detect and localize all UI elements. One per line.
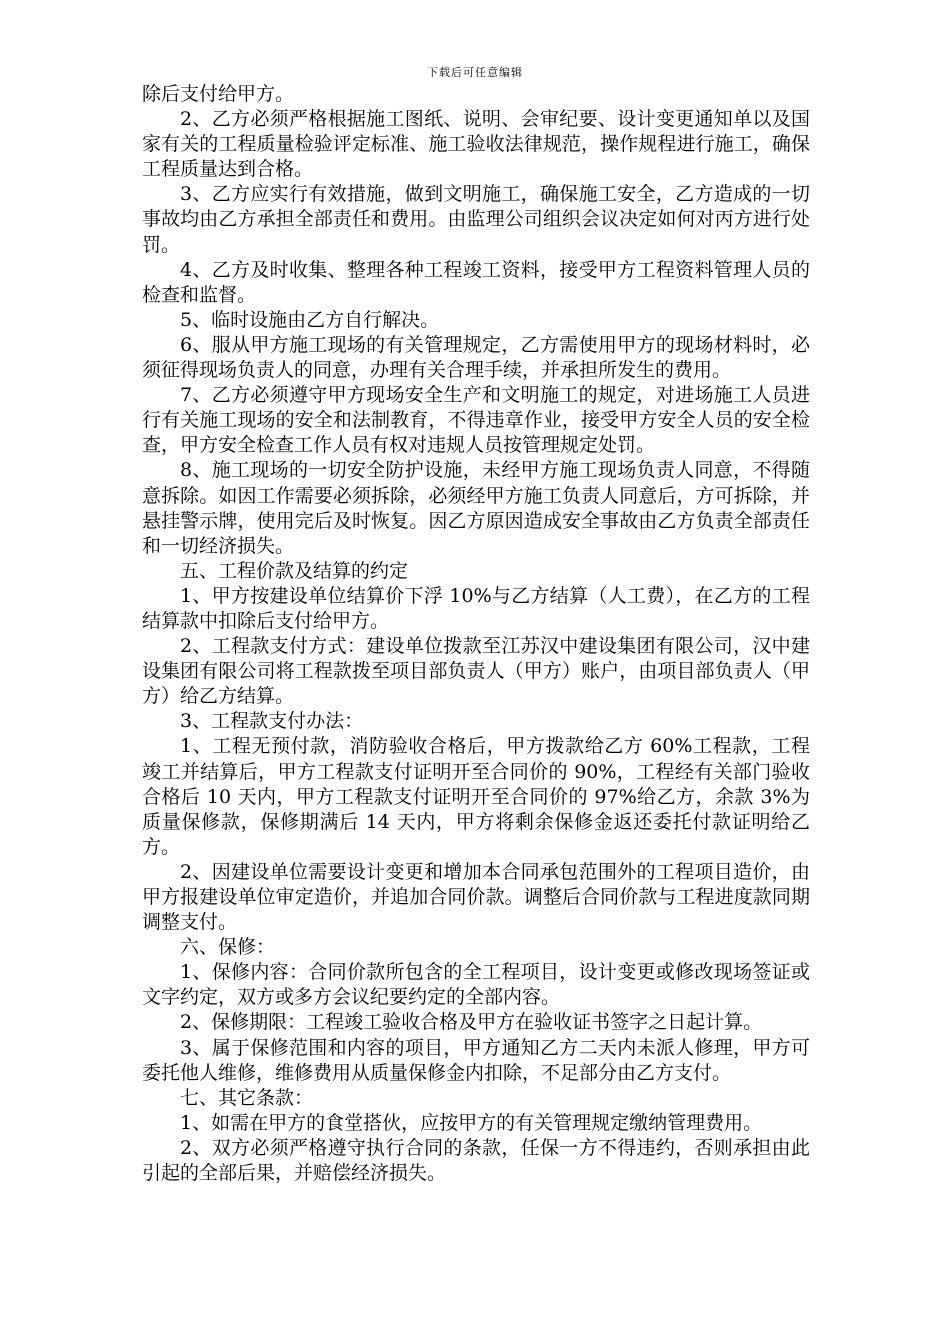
paragraph: 4、乙方及时收集、整理各种工程竣工资料，接受甲方工程资料管理人员的检查和监督。	[142, 258, 810, 306]
paragraph: 2、因建设单位需要设计变更和增加本合同承包范围外的工程项目造价，由甲方报建设单位审定造价，并追加合同价款。调整后合同价款与工程进度款同期调整支付。	[142, 860, 810, 934]
paragraph: 5、临时设施由乙方自行解决。	[180, 308, 440, 331]
paragraph: 7、乙方必须遵守甲方现场安全生产和文明施工的规定，对进场施工人员进行有关施工现场的安全和法制教育，不得违章作业，接受甲方安全人员的安全检查，甲方安全检查工作人员有权对违规人员按管理规定处罚。	[142, 384, 810, 457]
document-body	[142, 82, 810, 1186]
paragraph: 除后支付给甲方。	[142, 83, 295, 105]
paragraph: 3、属于保修范围和内容的项目，甲方通知乙方二天内未派人修理，甲方可委托他人维修，维修费用从质量保修金内扣除，不足部分由乙方支付。	[142, 1036, 810, 1084]
paragraph: 8、施工现场的一切安全防护设施，未经甲方施工现场负责人同意，不得随意拆除。如因工作需要必须拆除，必须经甲方施工负责人同意后，方可拆除，并悬挂警示牌，使用完后及时恢复。因乙方原因造成安全事故由乙方负责全部责任和一切经济损失。	[142, 459, 810, 557]
paragraph: 3、乙方应实行有效措施，做到文明施工，确保施工安全，乙方造成的一切事故均由乙方承担全部责任和费用。由监理公司组织会议决定如何对丙方进行处罚。	[142, 183, 810, 256]
paragraph: 2、乙方必须严格根据施工图纸、说明、会审纪要、设计变更通知单以及国家有关的工程质量检验评定标准、施工验收法律规范，操作规程进行施工，确保工程质量达到合格。	[142, 108, 810, 181]
paragraph: 1、如需在甲方的食堂搭伙，应按甲方的有关管理规定缴纳管理费用。	[180, 1111, 763, 1134]
paragraph: 五、工程价款及结算的约定	[180, 559, 409, 582]
paragraph: 2、保修期限：工程竣工验收合格及甲方在验收证书签字之日起计算。	[180, 1011, 763, 1034]
paragraph: 3、工程款支付办法：	[180, 710, 364, 733]
paragraph: 1、甲方按建设单位结算价下浮 10%与乙方结算（人工费），在乙方的工程结算款中扣除后支付给甲方。	[142, 584, 810, 632]
page-header-note: 下载后可任意编辑	[427, 66, 523, 79]
paragraph: 1、工程无预付款，消防验收合格后，甲方拨款给乙方 60%工程款，工程竣工并结算后，甲方工程款支付证明开至合同价的 90%，工程经有关部门验收合格后 10 天内，甲方工程款支付证明开至合同价的 97%给乙方，余款 3%为质量保修款，保修期满后 14 天内，甲方将剩余保修金返还委托付款证明给乙方。	[142, 735, 810, 858]
paragraph: 2、双方必须严格遵守执行合同的条款，任保一方不得违约，否则承担由此引起的全部后果，并赔偿经济损失。	[142, 1136, 810, 1185]
paragraph: 七、其它条款：	[180, 1086, 314, 1109]
paragraph: 6、服从甲方施工现场的有关管理规定，乙方需使用甲方的现场材料时，必须征得现场负责人的同意，办理有关合理手续，并承担所发生的费用。	[142, 333, 810, 382]
paragraph: 2、工程款支付方式：建设单位拨款至江苏汉中建设集团有限公司，汉中建设集团有限公司将工程款拨至项目部负责人（甲方）账户，由项目部负责人（甲方）给乙方结算。	[142, 635, 810, 708]
paragraph: 六、保修：	[180, 936, 276, 959]
paragraph: 1、保修内容：合同价款所包含的全工程项目，设计变更或修改现场签证或文字约定，双方或多方会议纪要约定的全部内容。	[142, 961, 810, 1009]
